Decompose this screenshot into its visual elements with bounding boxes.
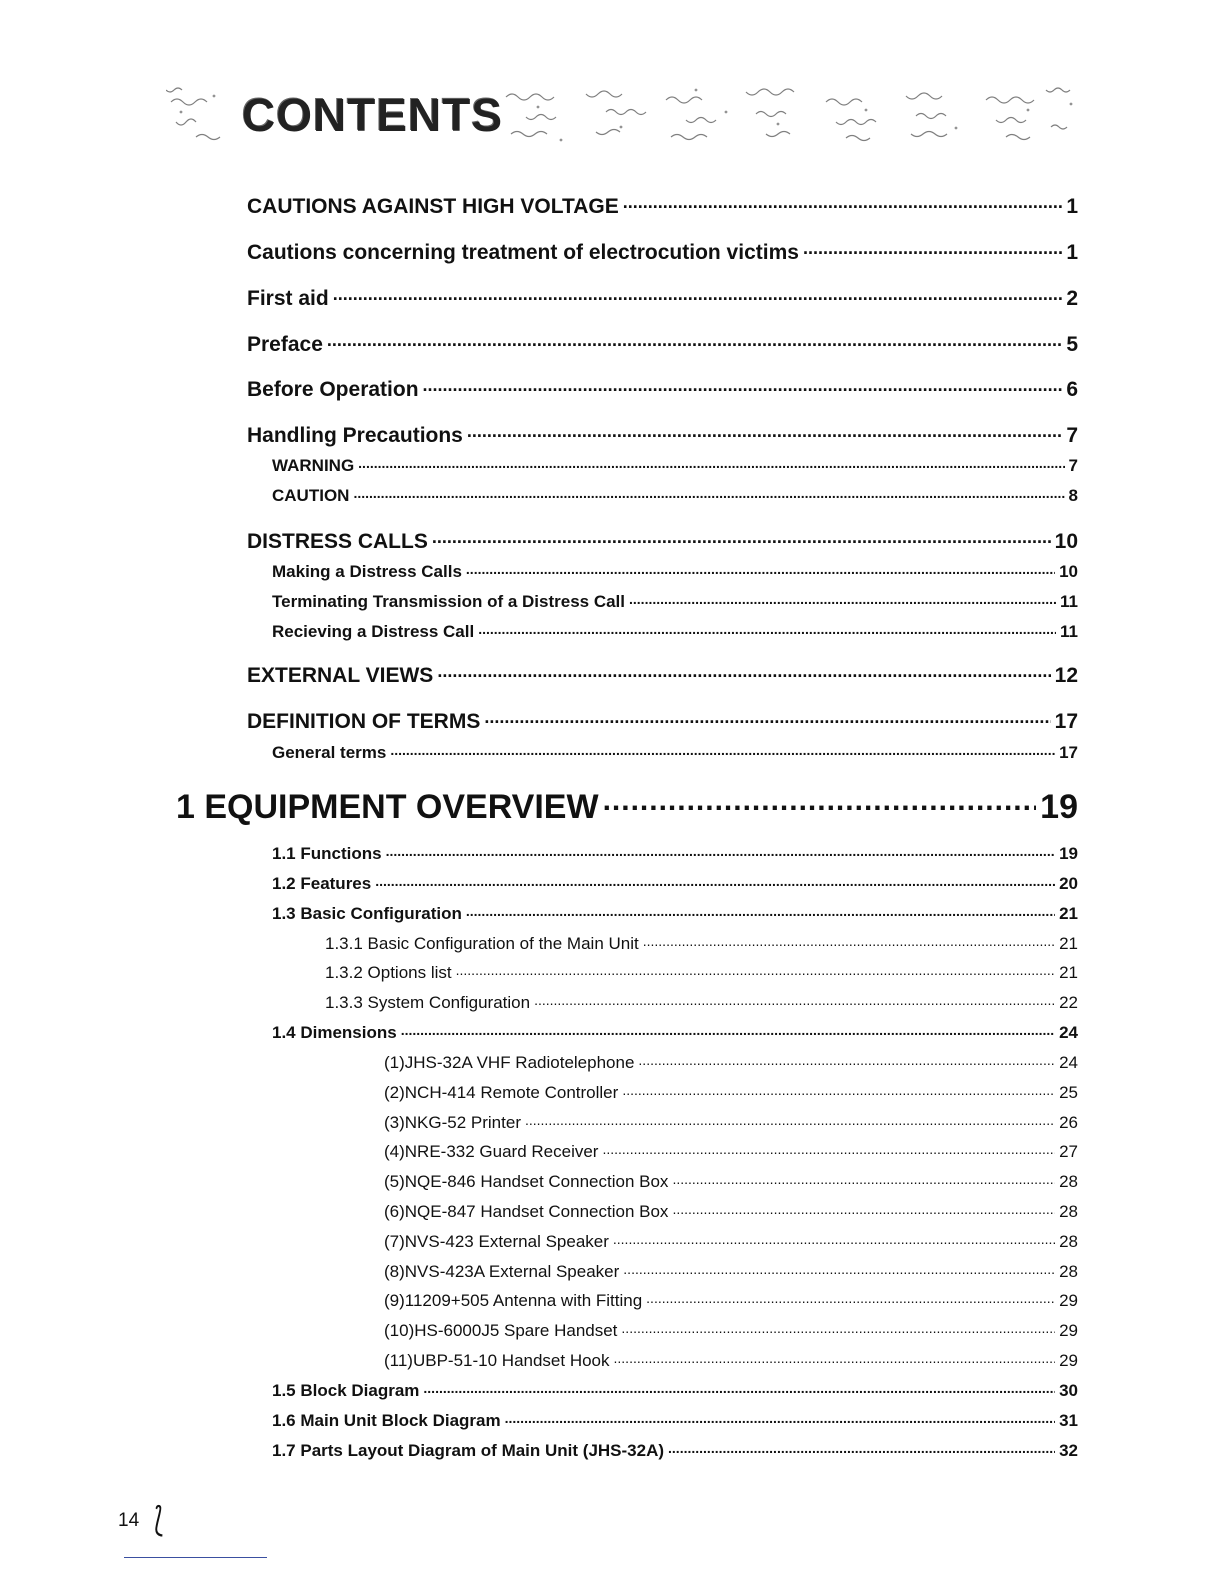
toc-entry-label: 1.5 Block Diagram bbox=[272, 1381, 420, 1400]
toc-entry[interactable] bbox=[247, 707, 1078, 734]
toc-entry[interactable] bbox=[384, 1140, 1078, 1162]
toc-entry[interactable] bbox=[325, 991, 1078, 1013]
toc-entry[interactable] bbox=[384, 1111, 1078, 1133]
toc-entry[interactable] bbox=[272, 590, 1078, 612]
leader-dots bbox=[484, 707, 1050, 728]
toc-entry[interactable] bbox=[384, 1289, 1078, 1311]
leader-dots bbox=[467, 421, 1062, 442]
toc-entry[interactable] bbox=[272, 1409, 1078, 1431]
toc-entry[interactable] bbox=[247, 192, 1078, 219]
leader-dots bbox=[803, 238, 1062, 259]
toc-entry[interactable] bbox=[272, 560, 1078, 582]
leader-dots bbox=[353, 484, 1064, 501]
leader-dots bbox=[432, 527, 1051, 548]
toc-entry-page: 11 bbox=[1060, 622, 1078, 641]
toc-entry-page: 29 bbox=[1059, 1321, 1078, 1340]
toc-entry[interactable] bbox=[272, 741, 1078, 763]
leader-dots bbox=[437, 661, 1050, 682]
toc-entry[interactable] bbox=[272, 1439, 1078, 1461]
toc-entry[interactable] bbox=[384, 1349, 1078, 1371]
toc-entry-label: (10)HS-6000J5 Spare Handset bbox=[384, 1321, 618, 1340]
leader-dots bbox=[614, 1349, 1056, 1366]
toc-entry-label: (4)NRE-332 Guard Receiver bbox=[384, 1142, 599, 1161]
toc-entry-page: 30 bbox=[1059, 1381, 1078, 1400]
toc-entry-label: CAUTION bbox=[272, 486, 350, 505]
toc-entry-label: Cautions concerning treatment of electrocution victims bbox=[247, 241, 799, 264]
leader-dots bbox=[478, 620, 1056, 637]
toc-entry-page: 21 bbox=[1059, 934, 1078, 953]
toc-entry-label: 1.4 Dimensions bbox=[272, 1023, 397, 1042]
toc-entry-label: DISTRESS CALLS bbox=[247, 530, 428, 553]
toc-entry[interactable] bbox=[384, 1200, 1078, 1222]
toc-entry[interactable] bbox=[325, 961, 1078, 983]
toc-entry-page: 29 bbox=[1059, 1291, 1078, 1310]
toc-entry-page: 7 bbox=[1068, 456, 1078, 475]
leader-dots bbox=[621, 1319, 1055, 1336]
toc-entry-label: 1.1 Functions bbox=[272, 844, 382, 863]
toc-entry[interactable] bbox=[247, 527, 1078, 554]
toc-entry-page: 24 bbox=[1059, 1023, 1078, 1042]
leader-dots bbox=[390, 741, 1055, 758]
leader-dots bbox=[525, 1111, 1055, 1128]
leader-dots bbox=[623, 192, 1063, 213]
toc-entry-label: (11)UBP-51-10 Handset Hook bbox=[384, 1351, 610, 1370]
leader-dots bbox=[333, 284, 1063, 305]
toc-entry-label: (7)NVS-423 External Speaker bbox=[384, 1232, 609, 1251]
leader-dots bbox=[466, 902, 1055, 919]
page-number: 14 bbox=[118, 1510, 140, 1531]
toc-entry-label: 1.3.3 System Configuration bbox=[325, 993, 531, 1012]
toc-entry-page: 2 bbox=[1066, 287, 1078, 310]
contents-header-band bbox=[166, 82, 1086, 146]
toc-entry-label: General terms bbox=[272, 743, 387, 762]
toc-entry-label: 1.2 Features bbox=[272, 874, 372, 893]
toc-entry-page: 1 bbox=[1066, 195, 1078, 218]
toc-entry[interactable] bbox=[384, 1319, 1078, 1341]
leader-dots bbox=[466, 560, 1055, 577]
toc-entry[interactable] bbox=[272, 872, 1078, 894]
toc-entry-label: (2)NCH-414 Remote Controller bbox=[384, 1083, 619, 1102]
leader-dots bbox=[672, 1170, 1055, 1187]
toc-entry-page: 19 bbox=[1040, 788, 1078, 826]
toc-entry-page: 22 bbox=[1059, 993, 1078, 1012]
leader-dots bbox=[505, 1409, 1055, 1426]
toc-entry[interactable] bbox=[384, 1051, 1078, 1073]
toc-entry-label: (6)NQE-847 Handset Connection Box bbox=[384, 1202, 669, 1221]
toc-entry-label: Before Operation bbox=[247, 378, 419, 401]
toc-entry[interactable] bbox=[247, 375, 1078, 402]
toc-entry[interactable] bbox=[247, 238, 1078, 265]
toc-entry-page: 17 bbox=[1054, 710, 1078, 733]
leader-dots bbox=[375, 872, 1055, 889]
toc-entry[interactable] bbox=[272, 842, 1078, 864]
toc-entry-page: 29 bbox=[1059, 1351, 1078, 1370]
toc-entry-page: 20 bbox=[1059, 874, 1078, 893]
toc-entry[interactable] bbox=[384, 1170, 1078, 1192]
leader-dots bbox=[638, 1051, 1055, 1068]
toc-entry-page: 27 bbox=[1059, 1142, 1078, 1161]
toc-entry-label: (9)11209+505 Antenna with Fitting bbox=[384, 1291, 643, 1310]
toc-entry[interactable] bbox=[272, 902, 1078, 924]
toc-entry-page: 31 bbox=[1059, 1411, 1078, 1430]
toc-entry-page: 28 bbox=[1059, 1232, 1078, 1251]
toc-entry-page: 5 bbox=[1066, 333, 1078, 356]
toc-entry-label: Making a Distress Calls bbox=[272, 562, 462, 581]
toc-entry[interactable] bbox=[272, 1021, 1078, 1043]
leader-dots bbox=[643, 932, 1055, 949]
page-title: CONTENTS bbox=[242, 89, 503, 141]
toc-entry-page: 25 bbox=[1059, 1083, 1078, 1102]
toc-entry-label: 1.3.1 Basic Configuration of the Main Unit bbox=[325, 934, 639, 953]
toc-entry-label: DEFINITION OF TERMS bbox=[247, 710, 481, 733]
footer-divider bbox=[124, 1557, 267, 1558]
toc-entry-page: 1 bbox=[1066, 241, 1078, 264]
toc-entry-page: 21 bbox=[1059, 963, 1078, 982]
toc-entry[interactable] bbox=[247, 661, 1078, 688]
toc-entry-page: 26 bbox=[1059, 1113, 1078, 1132]
leader-dots bbox=[456, 961, 1055, 978]
toc-entry[interactable] bbox=[272, 484, 1078, 506]
toc-entry-page: 17 bbox=[1059, 743, 1078, 762]
toc-entry[interactable] bbox=[384, 1230, 1078, 1252]
leader-dots bbox=[613, 1230, 1055, 1247]
toc-entry-label: (1)JHS-32A VHF Radiotelephone bbox=[384, 1053, 635, 1072]
toc-entry-label: (5)NQE-846 Handset Connection Box bbox=[384, 1172, 669, 1191]
toc-entry-label: WARNING bbox=[272, 456, 355, 475]
toc-entry[interactable] bbox=[272, 1379, 1078, 1401]
toc-entry[interactable] bbox=[247, 330, 1078, 357]
toc-entry[interactable] bbox=[384, 1081, 1078, 1103]
toc-entry-label: Handling Precautions bbox=[247, 424, 463, 447]
toc-entry-label: EXTERNAL VIEWS bbox=[247, 664, 434, 687]
toc-entry-page: 12 bbox=[1054, 664, 1078, 687]
leader-dots bbox=[386, 842, 1056, 859]
toc-entry-page: 11 bbox=[1060, 592, 1078, 611]
toc-entry-page: 19 bbox=[1059, 844, 1078, 863]
toc-entry-page: 10 bbox=[1059, 562, 1078, 581]
leader-dots bbox=[672, 1200, 1055, 1217]
toc-entry-label: Terminating Transmission of a Distress Call bbox=[272, 592, 626, 611]
toc-entry-page: 10 bbox=[1054, 530, 1078, 553]
brace-icon: ⟅ bbox=[153, 1500, 164, 1540]
toc-entry-label: 1.3 Basic Configuration bbox=[272, 904, 462, 923]
toc-entry[interactable] bbox=[247, 284, 1078, 311]
leader-dots bbox=[623, 1260, 1055, 1277]
toc-entry[interactable] bbox=[325, 932, 1078, 954]
toc-entry-page: 6 bbox=[1066, 378, 1078, 401]
toc-entry-page: 28 bbox=[1059, 1172, 1078, 1191]
toc-entry-label: (3)NKG-52 Printer bbox=[384, 1113, 521, 1132]
toc-entry-label: 1.6 Main Unit Block Diagram bbox=[272, 1411, 501, 1430]
leader-dots bbox=[358, 454, 1064, 471]
toc-entry-page: 28 bbox=[1059, 1202, 1078, 1221]
toc-entry-page: 32 bbox=[1059, 1441, 1078, 1460]
toc-entry[interactable] bbox=[384, 1260, 1078, 1282]
toc-entry-page: 7 bbox=[1066, 424, 1078, 447]
toc-entry-label: Preface bbox=[247, 333, 323, 356]
toc-entry-page: 21 bbox=[1059, 904, 1078, 923]
leader-dots bbox=[401, 1021, 1055, 1038]
leader-dots bbox=[622, 1081, 1055, 1098]
toc-entry-label: 1 EQUIPMENT OVERVIEW bbox=[176, 788, 599, 826]
toc-entry-label: First aid bbox=[247, 287, 329, 310]
toc-entry-label: Recieving a Distress Call bbox=[272, 622, 475, 641]
leader-dots bbox=[534, 991, 1055, 1008]
toc-entry-page: 8 bbox=[1068, 486, 1078, 505]
leader-dots bbox=[629, 590, 1056, 607]
leader-dots bbox=[668, 1439, 1055, 1456]
toc-entry-label: CAUTIONS AGAINST HIGH VOLTAGE bbox=[247, 195, 619, 218]
toc-entry-label: 1.3.2 Options list bbox=[325, 963, 452, 982]
leader-dots bbox=[603, 788, 1037, 818]
toc-entry[interactable] bbox=[272, 454, 1078, 476]
toc-entry-page: 24 bbox=[1059, 1053, 1078, 1072]
toc-entry-label: (8)NVS-423A External Speaker bbox=[384, 1262, 620, 1281]
leader-dots bbox=[602, 1140, 1055, 1157]
toc-entry[interactable] bbox=[247, 421, 1078, 448]
leader-dots bbox=[423, 375, 1063, 396]
leader-dots bbox=[423, 1379, 1055, 1396]
leader-dots bbox=[646, 1289, 1055, 1306]
leader-dots bbox=[327, 330, 1062, 351]
toc-entry[interactable] bbox=[272, 620, 1078, 642]
toc-entry-label: 1.7 Parts Layout Diagram of Main Unit (JHS-32A) bbox=[272, 1441, 665, 1460]
toc-chapter-entry[interactable] bbox=[176, 788, 1078, 827]
toc-entry-page: 28 bbox=[1059, 1262, 1078, 1281]
